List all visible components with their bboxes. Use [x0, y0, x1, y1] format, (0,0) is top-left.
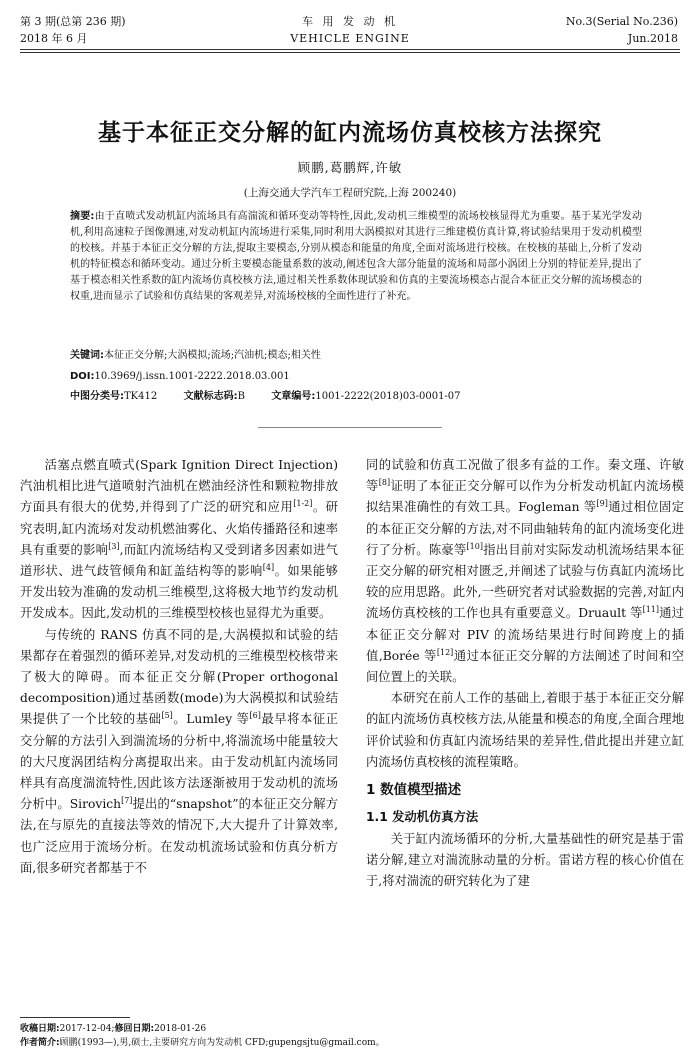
body-left-column — [20, 455, 338, 879]
paragraph: 本研究在前人工作的基础上,着眼于基于本征正交分解的缸内流场仿真校核方法,从能量和模态的角度,全面合理地评价试验和仿真缸内流场结果的差异性,借此提出并建立缸内流场仿真校核的流程策略。 — [366, 691, 684, 769]
section-heading: 1 数值模型描述 — [366, 782, 462, 799]
citation: [12] — [436, 647, 454, 657]
doi-text: 10.3969/j.issn.1001-2222.2018.03.001 — [94, 371, 290, 382]
footnote-author — [20, 1036, 385, 1050]
abstract-separator — [258, 427, 442, 428]
authors: 顾鹏,葛鹏辉,许敏 — [297, 160, 403, 175]
citation: [7] — [121, 796, 133, 806]
citation: [3] — [108, 541, 120, 551]
doi-label: DOI: — [70, 371, 95, 382]
journal-name-cn: 车 用 发 动 机 — [302, 15, 398, 28]
classification — [70, 389, 461, 405]
issue-date: 2018 年 6 月 — [20, 32, 88, 45]
revised-label: 修回日期: — [114, 1024, 155, 1034]
paragraph: 关于缸内流场循环的分析,大量基础性的研究是基于雷诺分解,建立对湍流脉动量的分析。雷诺方程的核心价值在于,将对湍流的研究转化为了建 — [366, 832, 684, 889]
doc-label: 文献标志码: — [183, 391, 238, 402]
abstract-label: 摘要: — [70, 211, 95, 222]
header-rule-double — [20, 52, 680, 53]
keywords — [70, 348, 321, 364]
issue-date-en: Jun.2018 — [627, 32, 678, 45]
abstract — [70, 209, 642, 305]
citation: [4] — [262, 562, 275, 572]
affiliation: (上海交通大学汽车工程研究院,上海 200240) — [243, 187, 457, 199]
issue-number: 第 3 期(总第 236 期) — [20, 15, 126, 28]
citation: [6] — [249, 711, 261, 721]
body-right-column — [366, 455, 684, 893]
article-value: 1001-2222(2018)03-0001-07 — [315, 391, 461, 402]
clc-value: TK412 — [124, 391, 158, 402]
doc-value: B — [237, 391, 245, 402]
paragraph: 与传统的 RANS 仿真不同的是,大涡模拟和试验的结果都存在着强烈的循环差异,对发动机的三维模型校核带来了极大的障碍。而本征正交分解(Proper orthogonal decomposition)通过基函数(mode)为大涡模拟和试验结果提供了一个比较的基础[5]。Lumley 等[6]最早将本征正交分解的方法引入到湍流场的分析中,将湍流场中能量较大的大尺度涡团结构分离提取出来。由于发动机缸内流场同样具有高度湍流特性,因此该方法逐渐被用于发动机的流场分析中。Sirovich[7]提出的“snapshot”的本征正交分解方法,在与原先的直接法等效的情况下,大大提升了计算效率,也广泛应用于流场分析。在发动机流场试验和仿真分析方面,很多研究者都基于不 — [20, 627, 338, 875]
paragraph: 同的试验和仿真工况做了很多有益的工作。秦文瑾、许敏等[8]证明了本征正交分解可以作为分析发动机缸内流场模拟结果准确性的有效工具。Fogleman 等[9]通过相位固定的本征正交分解的方法,对不同曲轴转角的缸内流场变化进行了分析。陈豪等[10]指出目前对实际发动机流场结果本征正交分解的研究相对匮乏,并阐述了试验与仿真缸内流场比较的应用思路。此外,一些研究者对试验数据的完善,对缸内流场仿真校核的工作也具有重要意义。Druault 等[11]通过本征正交分解对 PIV 的流场结果进行时间跨度上的插值,Borée 等[12]通过本征正交分解的方法阐述了时间和空间位置上的关联。 — [366, 458, 684, 685]
issue-number-en: No.3(Serial No.236) — [565, 15, 678, 28]
journal-name-en: VEHICLE ENGINE — [290, 32, 410, 45]
footnote-rule — [20, 1017, 130, 1018]
footnote-dates — [20, 1022, 206, 1036]
received-label: 收稿日期: — [20, 1024, 60, 1034]
keywords-label: 关键词: — [70, 350, 104, 361]
revised-date: 2018-01-26 — [154, 1024, 207, 1034]
citation: [8] — [378, 478, 391, 488]
citation: [5] — [161, 711, 173, 721]
article-label: 文章编号: — [271, 391, 316, 402]
clc-label: 中图分类号: — [70, 391, 124, 402]
doi — [70, 369, 290, 385]
abstract-text: 由于直喷式发动机缸内流场具有高湍流和循环变动等特性,因此,发动机三维模型的流场校核显得尤为重要。基于某光学发动机,利用高速粒子图像测速,对发动机缸内流场进行采集,同时利用大涡模拟对其进行三维建模仿真计算,将试验结果用于发动机模型的校核。并基于本征正交分解的方法,提取主要模态,分别从模态和能量的角度,全面对流场进行校核。在校核的基础上,分析了发动机的特征模态和循环变动。通过分析主要模态能量系数的波动,阐述包含大部分能量的流场和局部小涡团上分别的特征差异,提出了基于模态相关性系数的缸内流场仿真校核方法,通过相关性系数体现试验和仿真的主要流场模态占混合本征正交分解的流场模态的权重,进而显示了试验和仿真结果的客观差异,对流场校核的全面性进行了补充。 — [70, 211, 643, 302]
header-rule — [20, 49, 680, 50]
citation: [10] — [466, 541, 483, 551]
paragraph: 活塞点燃直喷式(Spark Ignition Direct Injection)汽油机相比进气道喷射汽油机在燃油经济性和颗粒物排放方面具有很大的优势,并得到了广泛的研究和应用[1-2]。研究表明,缸内流场对发动机燃油雾化、火焰传播路径和速率具有重要的影响[3],而缸内流场结构又受到诸多因素如进气道形状、进气歧管倾角和缸盖结构等的影响[4]。如果能够开发出较为准确的发动机三维模型,这将极大地节约发动机开发成本。因此,发动机的三维模型校核也显得尤为重要。 — [20, 458, 338, 621]
citation: [9] — [596, 499, 608, 509]
subsection-heading: 1.1 发动机仿真方法 — [366, 810, 479, 825]
author-label: 作者简介: — [20, 1038, 60, 1048]
citation: [1-2] — [293, 499, 313, 509]
keywords-text: 本征正交分解;大涡模拟;流场;汽油机;模态;相关性 — [104, 350, 321, 361]
received-date: 2017-12-04; — [59, 1024, 115, 1034]
paper-title: 基于本征正交分解的缸内流场仿真校核方法探究 — [98, 120, 602, 146]
citation: [11] — [642, 605, 660, 615]
author-bio: 顾鹏(1993—),男,硕士,主要研究方向为发动机 CFD;gupengsjtu@gmail.com。 — [59, 1038, 385, 1048]
